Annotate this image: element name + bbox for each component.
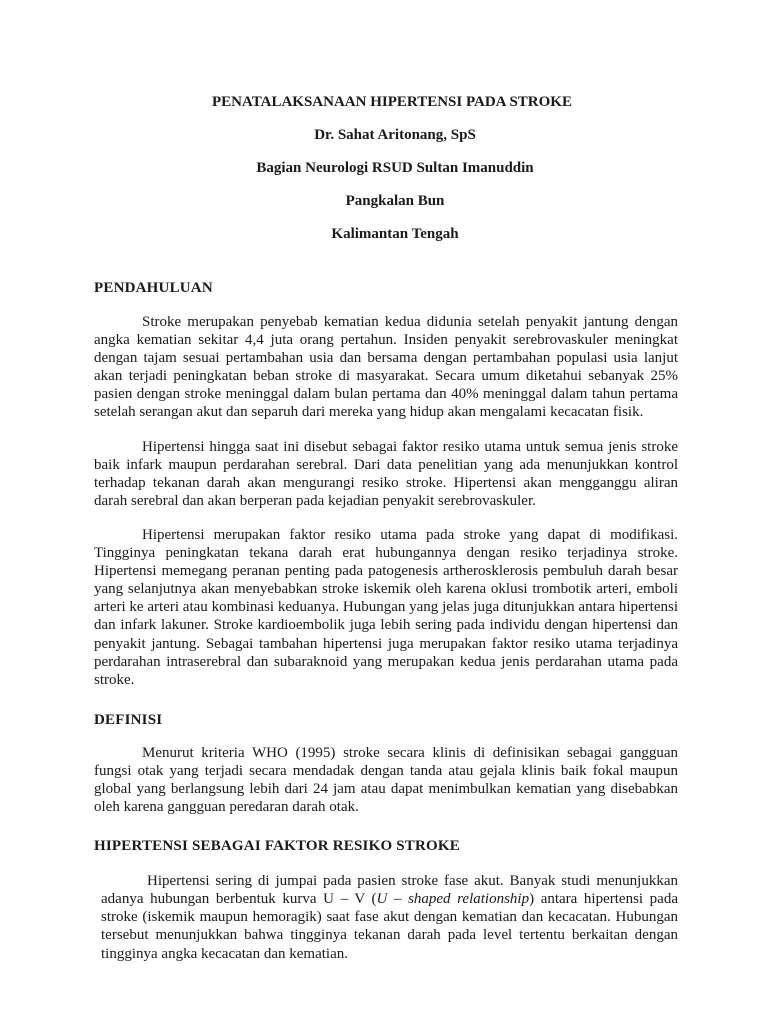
paragraph-pendahuluan-1: Stroke merupakan penyebab kematian kedua didunia setelah penyakit jantung dengan angka kematian sekitar 4,4 juta orang pertahun. Insiden penyakit serebrovaskuler meningkat dengan tajam sesuai pertambahan usia dan bersama dengan pertambahan populasi usia lanjut akan terjadi peningkatan beban stroke di masyarakat. Secara umum diketahui sebanyak 25% pasien dengan stroke meninggal dalam bulan pertama dan 40% meninggal dalam tahun pertama setelah serangan akut dan separuh dari mereka yang hidup akan mengalami kecacatan fisik. (94, 314, 678, 421)
paragraph-definisi: Menurut kriteria WHO (1995) stroke secara klinis di definisikan sebagai gangguan fungsi otak yang terjadi secara mendadak dengan tanda atau gejala klinis baik fokal maupun global yang berlangsung lebih dari 24 jam atau dapat menimbulkan kematian yang disebabkan oleh karena gangguan peredaran darah otak. (94, 744, 678, 816)
department-name: Bagian Neurologi RSUD Sultan Imanuddin (256, 160, 534, 176)
section-heading-pendahuluan: PENDAHULUAN (94, 280, 213, 296)
paragraph-text-before: Hipertensi sering di jumpai pada pasien stroke fase akut. Banyak studi menunjukkan adanya hubungan berbentuk kurva U – V ( (101, 873, 678, 908)
section-heading-faktor-resiko: HIPERTENSI SEBAGAI FAKTOR RESIKO STROKE (94, 838, 460, 855)
city-name: Pangkalan Bun (345, 193, 445, 209)
paragraph-pendahuluan-2: Hipertensi hingga saat ini disebut sebagai faktor resiko utama untuk semua jenis stroke baik infark maupun perdarahan serebral. Dari data penelitian yang ada menunjukkan kontrol terhadap tekanan darah akan mengurangi resiko stroke. Hipertensi akan mengganggu aliran darah serebral dan akan berperan pada kejadian penyakit serebrovaskuler. (94, 438, 678, 509)
paragraph-faktor-resiko (101, 872, 678, 962)
paragraph-pendahuluan-3: Hipertensi merupakan faktor resiko utama pada stroke yang dapat di modifikasi. Tingginya peningkatan tekana darah erat hubungannya dengan resiko terjadinya stroke. Hipertensi memegang peranan penting pada patogenesis artherosklerosis pembuluh darah besar yang selanjutnya akan menyebabkan stroke iskemik oleh karena oklusi trombotik arteri, emboli arteri ke arteri atau kombinasi keduanya. Hubungan yang jelas juga ditunjukkan antara hipertensi dan infark lakuner. Stroke kardioembolik juga lebih sering pada individu dengan hipertensi dan penyakit jantung. Sebagai tambahan hipertensi juga merupakan faktor resiko utama terjadinya perdarahan intraserebral dan subaraknoid yang merupakan kedua jenis perdarahan utama pada stroke. (94, 526, 678, 688)
title-block (94, 0, 678, 257)
author-name: Dr. Sahat Aritonang, SpS (314, 127, 476, 143)
province-name: Kalimantan Tengah (331, 226, 459, 242)
document-title: PENATALAKSANAAN HIPERTENSI PADA STROKE (212, 94, 572, 110)
section-heading-definisi: DEFINISI (94, 711, 163, 728)
paragraph-text-after: ) antara hipertensi pada stroke (iskemik maupun hemoragik) saat fase akut dengan kematian dan kecacatan. Hubungan tersebut menunjukkan bahwa tingginya tekanan darah pada level tertentu berkaitan dengan tingginya angka kecacatan dan kematian. (101, 891, 678, 962)
italic-term: U – shaped relationship (376, 891, 530, 908)
